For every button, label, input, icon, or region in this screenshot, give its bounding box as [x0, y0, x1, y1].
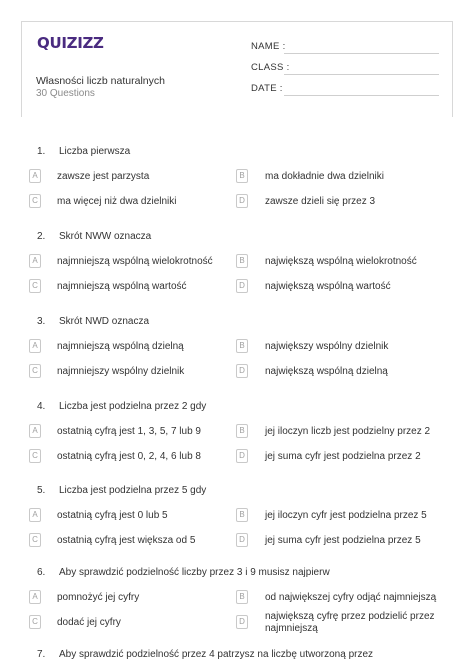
option-letter-badge[interactable]: D	[236, 449, 248, 463]
question-3	[37, 316, 149, 327]
option-letter-badge[interactable]: A	[29, 508, 41, 522]
option-letter-badge[interactable]: A	[29, 590, 41, 604]
option-letter-badge[interactable]: C	[29, 194, 41, 208]
worksheet-header	[21, 21, 453, 117]
question-number: 1.	[37, 146, 46, 157]
option-c-text[interactable]: ostatnią cyfrą jest większa od 5	[57, 535, 196, 546]
option-b-text[interactable]: ma dokładnie dwa dzielniki	[265, 171, 384, 182]
option-letter-badge[interactable]: A	[29, 424, 41, 438]
option-letter-badge[interactable]: D	[236, 194, 248, 208]
option-d-text[interactable]: największą cyfrę przez podzielić przez najmniejszą	[265, 611, 435, 634]
option-letter-badge[interactable]: C	[29, 449, 41, 463]
option-d-text[interactable]: największą wspólną dzielną	[265, 366, 388, 377]
option-a-text[interactable]: ostatnią cyfrą jest 1, 3, 5, 7 lub 9	[57, 426, 201, 437]
option-c-text[interactable]: najmniejszy wspólny dzielnik	[57, 366, 185, 377]
question-text: Aby sprawdzić podzielność przez 4 patrzysz na liczbę utworzoną przez	[59, 649, 374, 660]
option-letter-badge[interactable]: B	[236, 590, 248, 604]
question-5	[37, 485, 206, 496]
option-letter-badge[interactable]: D	[236, 615, 248, 629]
date-label: DATE :	[251, 83, 283, 94]
question-text: Skrót NWD oznacza	[59, 316, 150, 327]
option-letter-badge[interactable]: B	[236, 169, 248, 183]
option-c-text[interactable]: dodać jej cyfry	[57, 617, 121, 628]
option-b-text[interactable]: największy wspólny dzielnik	[265, 341, 389, 352]
option-a-text[interactable]: zawsze jest parzysta	[57, 171, 150, 182]
class-label: CLASS :	[251, 62, 290, 73]
option-d-text[interactable]: jej suma cyfr jest podzielna przez 5	[265, 535, 421, 546]
option-a-text[interactable]: najmniejszą wspólną dzielną	[57, 341, 184, 352]
date-line[interactable]	[284, 95, 439, 96]
question-text: Liczba jest podzielna przez 5 gdy	[59, 485, 207, 496]
option-d-text[interactable]: największą wspólną wartość	[265, 281, 391, 292]
question-text: Liczba jest podzielna przez 2 gdy	[59, 401, 207, 412]
question-7	[37, 649, 373, 660]
option-letter-badge[interactable]: C	[29, 615, 41, 629]
option-a-text[interactable]: najmniejszą wspólną wielokrotność	[57, 256, 213, 267]
option-letter-badge[interactable]: D	[236, 279, 248, 293]
option-c-text[interactable]: ostatnią cyfrą jest 0, 2, 4, 6 lub 8	[57, 451, 201, 462]
question-4	[37, 401, 206, 412]
option-letter-badge[interactable]: C	[29, 364, 41, 378]
option-letter-badge[interactable]: D	[236, 533, 248, 547]
option-letter-badge[interactable]: B	[236, 254, 248, 268]
question-number: 4.	[37, 401, 46, 412]
question-text: Aby sprawdzić podzielność liczby przez 3 i 9 musisz najpierw	[59, 567, 330, 578]
name-label: NAME :	[251, 41, 286, 52]
option-letter-badge[interactable]: C	[29, 533, 41, 547]
option-d-text[interactable]: zawsze dzieli się przez 3	[265, 196, 376, 207]
option-letter-badge[interactable]: A	[29, 254, 41, 268]
option-b-text[interactable]: jej iloczyn liczb jest podzielny przez 2	[265, 426, 431, 437]
option-a-text[interactable]: ostatnią cyfrą jest 0 lub 5	[57, 510, 168, 521]
question-number: 3.	[37, 316, 46, 327]
worksheet-title: Własności liczb naturalnych	[36, 75, 165, 87]
option-letter-badge[interactable]: A	[29, 339, 41, 353]
option-letter-badge[interactable]: B	[236, 339, 248, 353]
question-1	[37, 146, 130, 157]
option-a-text[interactable]: pomnożyć jej cyfry	[57, 592, 140, 603]
option-c-text[interactable]: ma więcej niż dwa dzielniki	[57, 196, 177, 207]
option-b-text[interactable]: największą wspólną wielokrotność	[265, 256, 417, 267]
question-text: Liczba pierwsza	[59, 146, 131, 157]
option-letter-badge[interactable]: D	[236, 364, 248, 378]
worksheet	[21, 21, 453, 670]
question-number: 7.	[37, 649, 46, 660]
question-count: 30 Questions	[36, 88, 95, 99]
option-letter-badge[interactable]: C	[29, 279, 41, 293]
question-number: 2.	[37, 231, 46, 242]
option-c-text[interactable]: najmniejszą wspólną wartość	[57, 281, 187, 292]
option-b-text[interactable]: jej iloczyn cyfr jest podzielna przez 5	[265, 510, 427, 521]
option-letter-badge[interactable]: A	[29, 169, 41, 183]
name-line[interactable]	[284, 53, 439, 54]
question-6	[37, 567, 330, 578]
question-number: 6.	[37, 567, 46, 578]
option-b-text[interactable]: od największej cyfry odjąć najmniejszą	[265, 592, 437, 603]
class-line[interactable]	[284, 74, 439, 75]
question-number: 5.	[37, 485, 46, 496]
question-text: Skrót NWW oznacza	[59, 231, 152, 242]
question-2	[37, 231, 151, 242]
option-letter-badge[interactable]: B	[236, 424, 248, 438]
quizizz-logo: QUIZIZZ	[37, 34, 104, 52]
option-letter-badge[interactable]: B	[236, 508, 248, 522]
option-d-text[interactable]: jej suma cyfr jest podzielna przez 2	[265, 451, 421, 462]
